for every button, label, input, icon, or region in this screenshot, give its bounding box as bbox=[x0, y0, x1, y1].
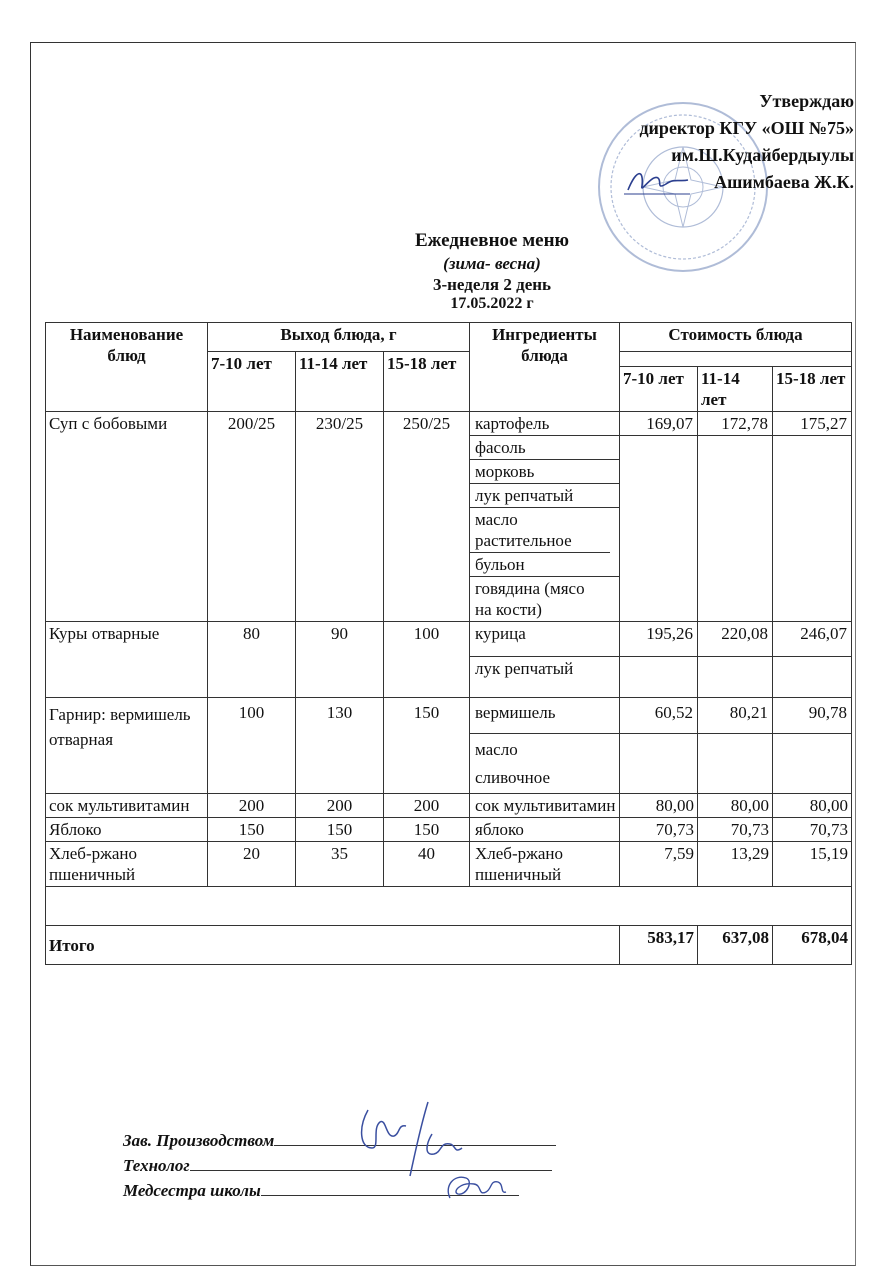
cost-value: 246,07 bbox=[773, 622, 851, 657]
nurse-signature bbox=[440, 1168, 510, 1208]
cost-11-14: 70,73 bbox=[698, 818, 773, 842]
header-cost-spacer bbox=[620, 352, 852, 367]
cost-7-10 bbox=[620, 412, 698, 622]
cost-value: 172,78 bbox=[698, 412, 772, 436]
production-signature-row bbox=[123, 1128, 556, 1153]
cost-value: 169,07 bbox=[620, 412, 697, 436]
cost-value: 90,78 bbox=[773, 698, 851, 734]
output-7-10: 200 bbox=[208, 794, 296, 818]
ingredient: курица bbox=[470, 622, 619, 657]
cost-15-18: 70,73 bbox=[773, 818, 852, 842]
ingredient: Хлеб-ржано пшеничный bbox=[470, 842, 620, 887]
production-label: Зав. Производством bbox=[123, 1131, 275, 1150]
total-15-18: 678,04 bbox=[773, 926, 852, 965]
cost-15-18: 15,19 bbox=[773, 842, 852, 887]
total-label: Итого bbox=[46, 926, 620, 965]
ingredient: картофель bbox=[470, 412, 619, 436]
ingredient: бульон bbox=[470, 553, 619, 577]
output-11-14: 230/25 bbox=[296, 412, 384, 622]
ingredient: фасоль bbox=[470, 436, 619, 460]
header-cost-age-11-14: 11-14 лет bbox=[698, 367, 773, 412]
cost-7-10: 80,00 bbox=[620, 794, 698, 818]
dish-name: Хлеб-ржано пшеничный bbox=[46, 842, 208, 887]
menu-season: (зима- весна) bbox=[443, 254, 541, 273]
output-7-10: 80 bbox=[208, 622, 296, 698]
cost-7-10: 70,73 bbox=[620, 818, 698, 842]
ingredient-list bbox=[470, 412, 620, 622]
output-15-18: 40 bbox=[384, 842, 470, 887]
ingredient: говядина (мясо на кости) bbox=[475, 579, 585, 619]
dish-name: Суп с бобовыми bbox=[46, 412, 208, 622]
ingredient: масло сливочное bbox=[475, 740, 550, 787]
output-15-18: 150 bbox=[384, 698, 470, 794]
table-row bbox=[46, 794, 852, 818]
header-output-age-11-14: 11-14 лет bbox=[296, 352, 384, 412]
empty-row bbox=[46, 887, 852, 926]
header-cost: Стоимость блюда bbox=[620, 323, 852, 352]
cost-11-14 bbox=[698, 412, 773, 622]
ingredient: морковь bbox=[470, 460, 619, 484]
table-row bbox=[46, 412, 852, 622]
header-cost-age-7-10: 7-10 лет bbox=[620, 367, 698, 412]
director-signature bbox=[622, 164, 692, 200]
total-7-10: 583,17 bbox=[620, 926, 698, 965]
output-11-14: 150 bbox=[296, 818, 384, 842]
header-ingredients: Ингредиенты блюда bbox=[470, 323, 620, 412]
output-11-14: 130 bbox=[296, 698, 384, 794]
cost-11-14: 80,00 bbox=[698, 794, 773, 818]
header-output-age-15-18: 15-18 лет bbox=[384, 352, 470, 412]
output-7-10: 200/25 bbox=[208, 412, 296, 622]
cost-value: 195,26 bbox=[620, 622, 697, 657]
table-row bbox=[46, 622, 852, 698]
cost-15-18 bbox=[773, 622, 852, 698]
ingredient: лук репчатый bbox=[470, 484, 619, 508]
menu-heading bbox=[292, 228, 692, 312]
output-11-14: 200 bbox=[296, 794, 384, 818]
cost-7-10 bbox=[620, 622, 698, 698]
dish-name: сок мультивитамин bbox=[46, 794, 208, 818]
cost-value: 80,21 bbox=[698, 698, 772, 734]
output-11-14: 35 bbox=[296, 842, 384, 887]
menu-title: Ежедневное меню bbox=[414, 230, 570, 251]
production-signature bbox=[350, 1098, 480, 1178]
cost-11-14: 13,29 bbox=[698, 842, 773, 887]
table-row bbox=[46, 698, 852, 794]
dish-name: Куры отварные bbox=[46, 622, 208, 698]
dish-name: Гарнир: вермишель отварная bbox=[46, 698, 208, 794]
menu-table bbox=[45, 322, 852, 965]
approval-title: Утверждаю bbox=[759, 91, 854, 111]
header-dish-name: Наименование блюд bbox=[46, 323, 208, 412]
cost-7-10 bbox=[620, 698, 698, 794]
cost-11-14 bbox=[698, 622, 773, 698]
header-output-age-7-10: 7-10 лет bbox=[208, 352, 296, 412]
cost-value: 175,27 bbox=[773, 412, 851, 436]
empty-cell bbox=[46, 887, 852, 926]
output-15-18: 250/25 bbox=[384, 412, 470, 622]
output-15-18: 150 bbox=[384, 818, 470, 842]
dish-name: Яблоко bbox=[46, 818, 208, 842]
nurse-label: Медсестра школы bbox=[123, 1181, 261, 1200]
menu-week: 3-неделя 2 день bbox=[432, 275, 552, 294]
ingredient: сок мультивитамин bbox=[470, 794, 620, 818]
ingredient: яблоко bbox=[470, 818, 620, 842]
output-15-18: 100 bbox=[384, 622, 470, 698]
cost-value: 60,52 bbox=[620, 698, 697, 734]
ingredient: вермишель bbox=[470, 698, 619, 734]
menu-date: 17.05.2022 г bbox=[450, 295, 534, 312]
table-row bbox=[46, 818, 852, 842]
technologist-label: Технолог bbox=[123, 1156, 190, 1175]
cost-7-10: 7,59 bbox=[620, 842, 698, 887]
output-7-10: 20 bbox=[208, 842, 296, 887]
cost-value: 220,08 bbox=[698, 622, 772, 657]
output-11-14: 90 bbox=[296, 622, 384, 698]
cost-15-18 bbox=[773, 698, 852, 794]
cost-11-14 bbox=[698, 698, 773, 794]
ingredient-list bbox=[470, 698, 620, 794]
total-row bbox=[46, 926, 852, 965]
approval-position: директор КГУ «ОШ №75» bbox=[639, 118, 854, 138]
output-7-10: 150 bbox=[208, 818, 296, 842]
ingredient: лук репчатый bbox=[475, 659, 574, 678]
approval-director-name: Ашимбаева Ж.К. bbox=[714, 172, 854, 192]
cost-15-18 bbox=[773, 412, 852, 622]
output-7-10: 100 bbox=[208, 698, 296, 794]
table-row bbox=[46, 842, 852, 887]
output-15-18: 200 bbox=[384, 794, 470, 818]
approval-school-name: им.Ш.Кудайбердыулы bbox=[671, 145, 854, 165]
cost-15-18: 80,00 bbox=[773, 794, 852, 818]
ingredient-list bbox=[470, 622, 620, 698]
total-11-14: 637,08 bbox=[698, 926, 773, 965]
header-output: Выход блюда, г bbox=[208, 323, 470, 352]
ingredient: масло растительное bbox=[470, 508, 610, 553]
header-cost-age-15-18: 15-18 лет bbox=[773, 367, 852, 412]
